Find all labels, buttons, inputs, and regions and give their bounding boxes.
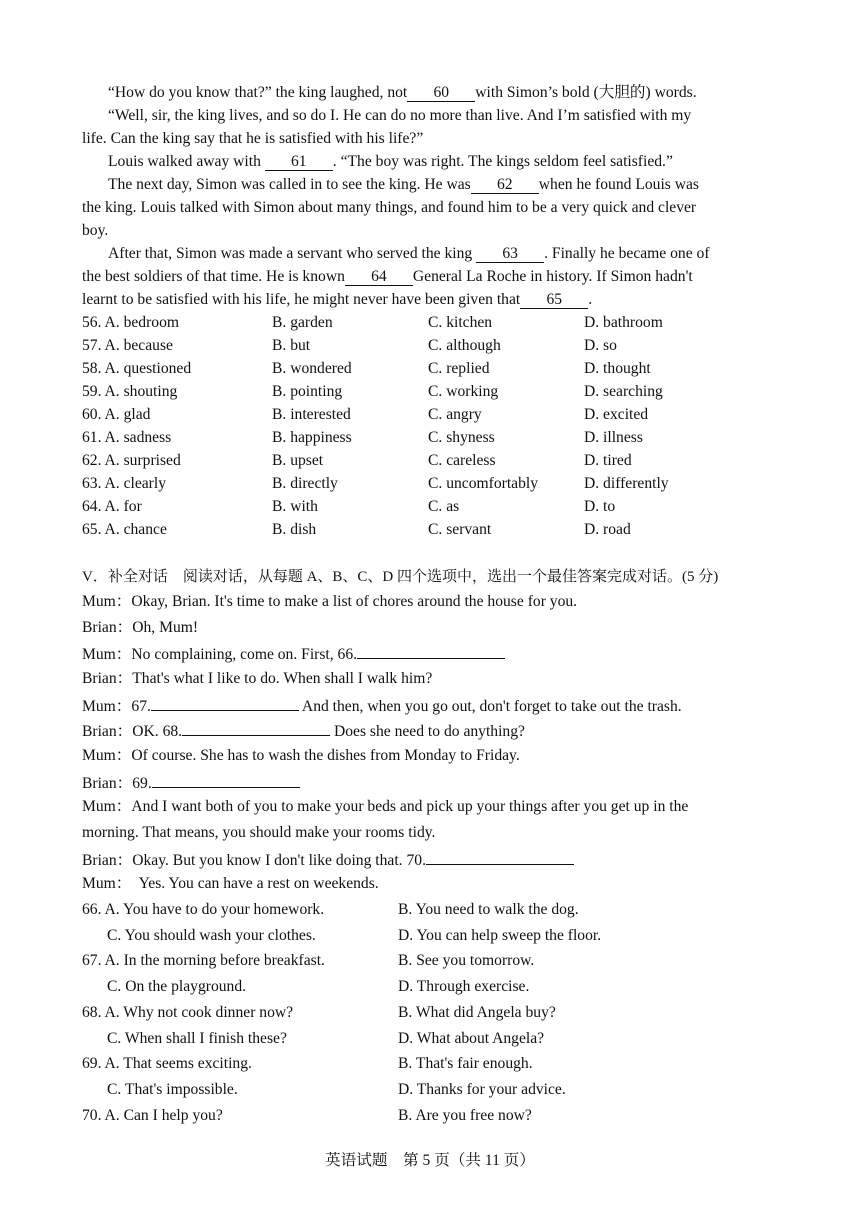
blank-63[interactable]: 63 [476,245,544,263]
dialogue-text: OK. 68. [132,723,183,740]
passage-line [82,267,782,287]
option-row-65 [82,520,782,540]
option-a[interactable]: 64. A. for [82,498,142,515]
passage-line: “Well, sir, the king lives, and so do I. He can do no more than live. And I’m satisfied with my [108,107,692,124]
option-b[interactable]: B. but [272,337,311,354]
speaker: Brian： [82,775,133,792]
option-b[interactable]: B. Are you free now? [398,1107,532,1124]
option-c[interactable]: C. although [428,337,501,354]
option-row-60 [82,405,782,425]
option-row-61 [82,428,782,448]
option-c[interactable]: C. shyness [428,429,495,446]
option-a[interactable]: 65. A. chance [82,521,167,538]
passage-line: life. Can the king say that he is satisfied with his life?” [82,130,424,147]
dialogue-line [82,669,782,689]
passage-text: The next day, Simon was called in to see the king. He was [108,176,471,193]
dialogue-line [82,874,782,894]
passage-text: . Finally he became one of [544,245,710,262]
dialogue-line [82,797,782,817]
option-c[interactable]: C. That's impossible. [107,1081,238,1098]
passage-text: General La Roche in history. If Simon hadn't [412,268,693,285]
option-b[interactable]: B. What did Angela buy? [398,1004,556,1021]
option-d[interactable]: D. searching [584,383,663,400]
dialogue-text: 69. [132,775,152,792]
speaker: Brian： [82,723,133,740]
answer-blank-69[interactable] [152,772,300,788]
blank-64[interactable]: 64 [345,268,413,286]
dialogue-line [82,746,782,766]
dialogue-text: No complaining, come on. First, 66. [131,646,358,663]
option-c[interactable]: C. working [428,383,499,400]
option-d[interactable]: D. What about Angela? [398,1030,545,1047]
answer-blank-68[interactable] [182,720,330,736]
option-a[interactable]: 60. A. glad [82,406,151,423]
dialogue-option-row [82,900,782,920]
blank-65[interactable]: 65 [520,291,588,309]
option-b[interactable]: B. interested [272,406,351,423]
option-a[interactable]: 63. A. clearly [82,475,167,492]
option-a[interactable]: 66. A. You have to do your homework. [82,901,325,918]
passage-text: when he found Louis was [538,176,700,193]
option-c[interactable]: C. angry [428,406,482,423]
dialogue-text: morning. That means, you should make your rooms tidy. [82,824,436,841]
blank-62[interactable]: 62 [471,176,539,194]
dialogue-text: Of course. She has to wash the dishes from Monday to Friday. [131,747,520,764]
dialogue-text: And I want both of you to make your beds and pick up your things after you get up in the [131,798,689,815]
blank-60[interactable]: 60 [407,84,475,102]
option-c[interactable]: C. careless [428,452,496,469]
speaker: Mum： [82,798,132,815]
option-c[interactable]: C. On the playground. [107,978,247,995]
option-d[interactable]: D. to [584,498,616,515]
section-heading: V．补全对话 阅读对话，从每题 A、B、C、D 四个选项中，选出一个最佳答案完成对话。(5 分) [82,569,719,585]
option-d[interactable]: D. thought [584,360,651,377]
dialogue-text: And then, when you go out, don't forget to take out the trash. [298,698,682,715]
option-row-56 [82,313,782,333]
passage-line: the king. Louis talked with Simon about many things, and found him to be a very quick and clever [82,199,697,216]
option-a[interactable]: 56. A. bedroom [82,314,180,331]
option-d[interactable]: D. so [584,337,617,354]
option-c[interactable]: C. kitchen [428,314,493,331]
option-a[interactable]: 67. A. In the morning before breakfast. [82,952,325,969]
option-b[interactable]: B. That's fair enough. [398,1055,533,1072]
speaker: Brian： [82,619,133,636]
option-c[interactable]: C. replied [428,360,490,377]
option-d[interactable]: D. Through exercise. [398,978,530,995]
option-c[interactable]: C. uncomfortably [428,475,539,492]
dialogue-option-row [82,1029,782,1049]
dialogue-line [82,643,782,665]
option-a[interactable]: 59. A. shouting [82,383,178,400]
option-d[interactable]: D. You can help sweep the floor. [398,927,602,944]
option-row-58 [82,359,782,379]
speaker: Mum： [82,698,132,715]
option-b[interactable]: B. garden [272,314,333,331]
passage-text: After that, Simon was made a servant who served the king [108,245,473,262]
option-b[interactable]: B. with [272,498,318,515]
option-a[interactable]: 68. A. Why not cook dinner now? [82,1004,294,1021]
passage-line [82,244,782,264]
passage-text: learnt to be satisfied with his life, he might never have been given that [82,291,521,308]
passage-line: boy. [82,222,109,239]
speaker: Brian： [82,670,133,687]
option-row-59 [82,382,782,402]
dialogue-option-row [82,1054,782,1074]
dialogue-line [82,823,782,843]
dialogue-text: 67. [131,698,151,715]
option-d[interactable]: D. Thanks for your advice. [398,1081,566,1098]
option-d[interactable]: D. differently [584,475,669,492]
speaker: Mum： [82,875,132,892]
option-c[interactable]: C. When shall I finish these? [107,1030,287,1047]
option-b[interactable]: B. See you tomorrow. [398,952,535,969]
passage-line [82,152,782,172]
blank-61[interactable]: 61 [265,153,333,171]
option-b[interactable]: B. dish [272,521,317,538]
option-b[interactable]: B. You need to walk the dog. [398,901,579,918]
option-c[interactable]: C. as [428,498,460,515]
answer-blank-67[interactable] [151,695,299,711]
passage-text: . “The boy was right. The kings seldom feel satisfied.” [332,153,673,170]
option-a[interactable]: 62. A. surprised [82,452,181,469]
option-c[interactable]: C. servant [428,521,492,538]
dialogue-text: Okay, Brian. It's time to make a list of chores around the house for you. [131,593,578,610]
option-row-57 [82,336,782,356]
passage-text: with Simon’s bold (大胆的) words. [475,84,697,101]
passage-text: “How do you know that?” the king laughed, not [108,84,408,101]
dialogue-line [82,772,782,794]
dialogue-line [82,592,782,612]
option-b[interactable]: B. pointing [272,383,343,400]
dialogue-option-row [82,1003,782,1023]
answer-blank-70[interactable] [426,849,574,865]
passage-text: the best soldiers of that time. He is known [82,268,345,285]
dialogue-line [82,720,782,742]
page-footer: 英语试题 第 5 页（共 11 页） [325,1152,535,1169]
option-row-64 [82,497,782,517]
option-a[interactable]: 57. A. because [82,337,173,354]
option-b[interactable]: B. happiness [272,429,352,446]
dialogue-option-row [82,1080,782,1100]
passage-line [82,290,782,310]
dialogue-option-row [82,1106,782,1126]
option-row-62 [82,451,782,471]
option-b[interactable]: B. directly [272,475,338,492]
option-d[interactable]: D. bathroom [584,314,663,331]
option-row-63 [82,474,782,494]
speaker: Mum： [82,593,132,610]
option-d[interactable]: D. tired [584,452,632,469]
option-c[interactable]: C. You should wash your clothes. [107,927,316,944]
option-d[interactable]: D. road [584,521,631,538]
passage-line [82,83,782,103]
speaker: Brian： [82,852,133,869]
dialogue-line [82,618,782,638]
dialogue-text: That's what I like to do. When shall I walk him? [132,670,433,687]
answer-blank-66[interactable] [357,643,505,659]
dialogue-text: Does she need to do anything? [330,723,525,740]
passage-line [82,175,782,195]
dialogue-text: Oh, Mum! [132,619,199,636]
option-b[interactable]: B. upset [272,452,324,469]
speaker: Mum： [82,646,132,663]
option-a[interactable]: 69. A. That seems exciting. [82,1055,252,1072]
dialogue-line [82,695,782,717]
option-a[interactable]: 70. A. Can I help you? [82,1107,223,1124]
option-b[interactable]: B. wondered [272,360,352,377]
dialogue-text: Okay. But you know I don't like doing that. 70. [132,852,426,869]
option-a[interactable]: 58. A. questioned [82,360,192,377]
passage-text: . [588,291,593,308]
option-d[interactable]: D. excited [584,406,649,423]
option-d[interactable]: D. illness [584,429,643,446]
dialogue-option-row [82,977,782,997]
speaker: Mum： [82,747,132,764]
dialogue-line [82,849,782,871]
dialogue-option-row [82,951,782,971]
passage-text: Louis walked away with [108,153,261,170]
dialogue-option-row [82,926,782,946]
dialogue-text: Yes. You can have a rest on weekends. [131,875,379,892]
option-a[interactable]: 61. A. sadness [82,429,172,446]
